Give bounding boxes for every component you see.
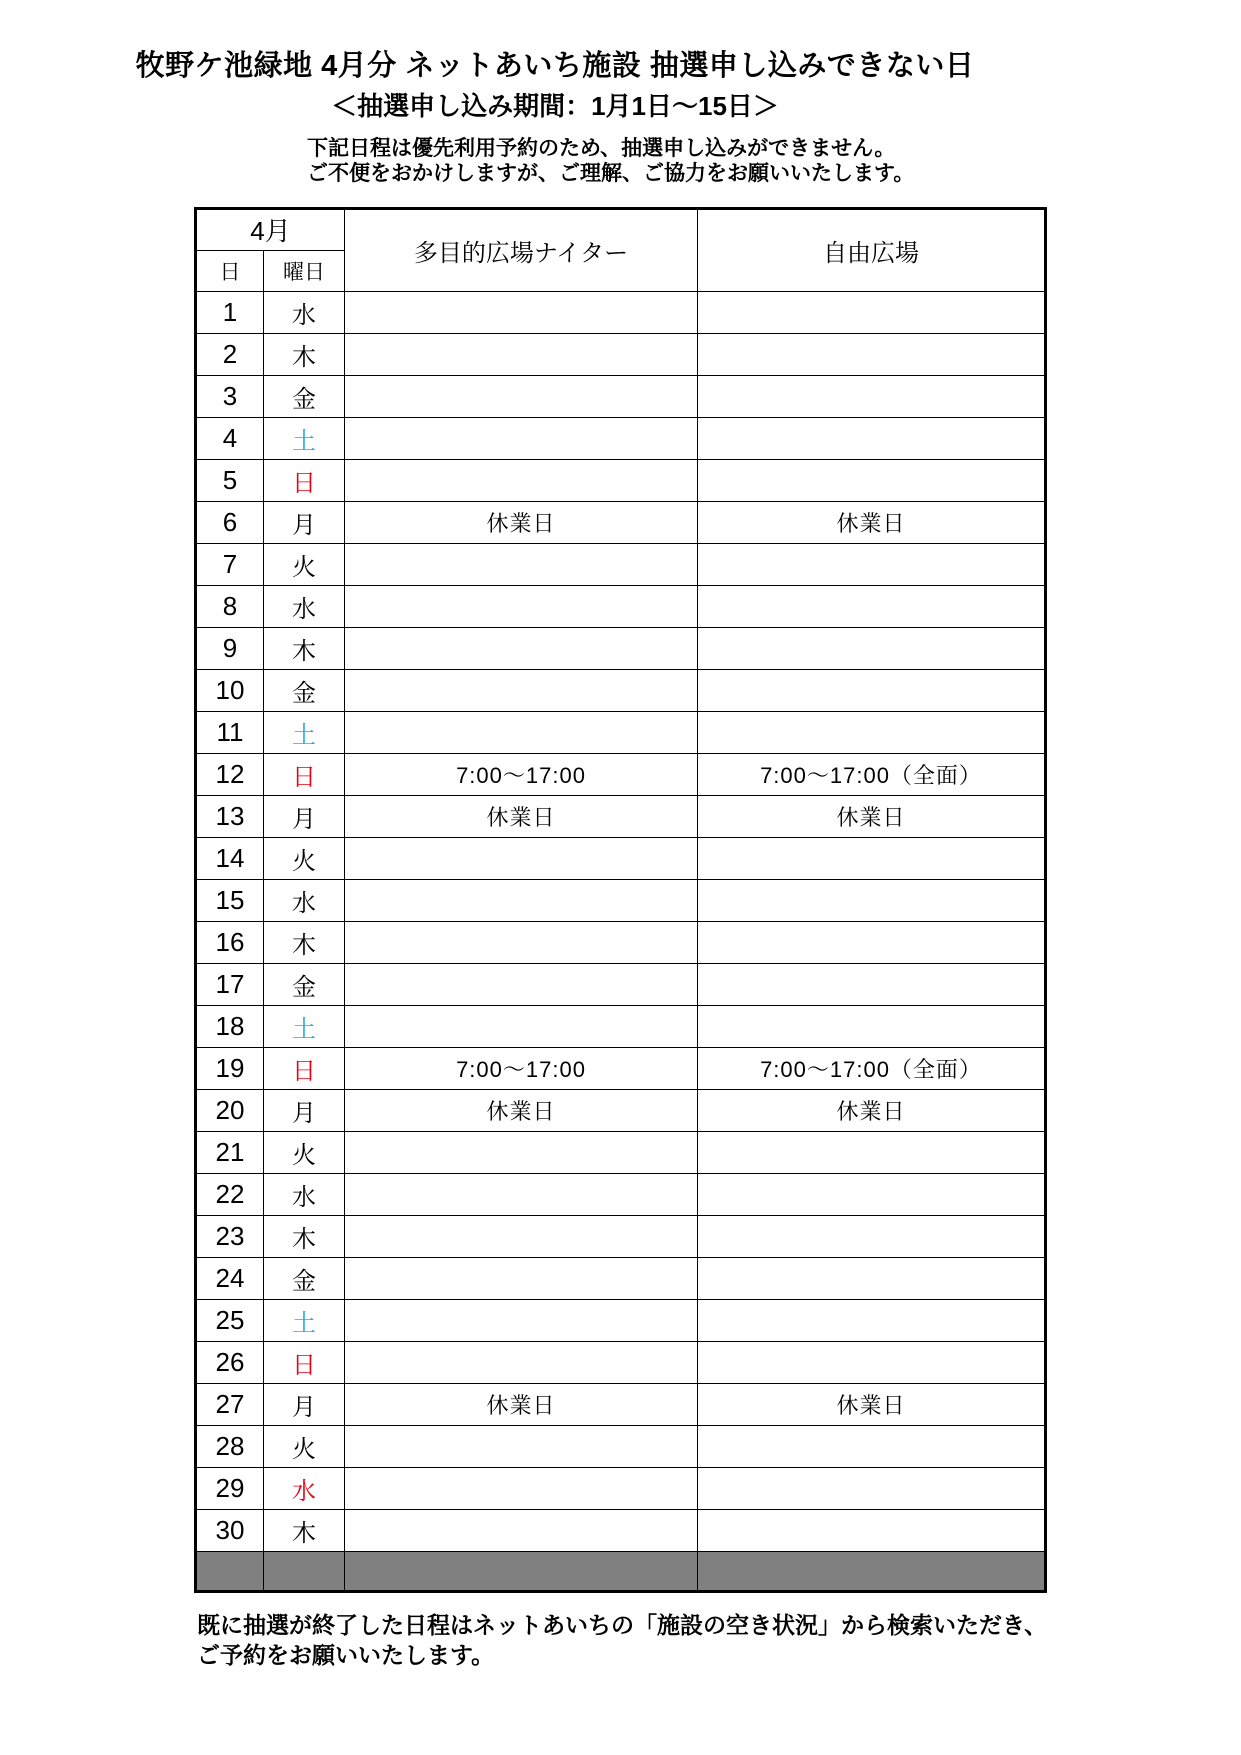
table-row	[196, 291, 1046, 333]
day-cell: 7	[196, 543, 264, 585]
dow-cell: 水	[264, 1173, 345, 1215]
nighter-cell	[345, 837, 698, 879]
schedule-table-header	[196, 208, 1046, 291]
plaza-cell	[698, 963, 1046, 1005]
table-row	[196, 1425, 1046, 1467]
plaza-cell	[698, 375, 1046, 417]
plaza-cell	[698, 1173, 1046, 1215]
table-row	[196, 1005, 1046, 1047]
nighter-cell: 7:00～17:00	[345, 753, 698, 795]
table-row	[196, 879, 1046, 921]
day-cell: 15	[196, 879, 264, 921]
plaza-cell	[698, 459, 1046, 501]
nighter-cell	[345, 1299, 698, 1341]
nighter-cell	[345, 1005, 698, 1047]
day-cell: 24	[196, 1257, 264, 1299]
dow-cell: 火	[264, 1131, 345, 1173]
table-row	[196, 711, 1046, 753]
plaza-cell	[698, 921, 1046, 963]
nighter-cell	[345, 627, 698, 669]
dow-cell: 火	[264, 837, 345, 879]
heading-block	[0, 0, 1110, 123]
page-subtitle: ＜抽選申し込み期間：1月1日～15日＞	[331, 91, 779, 122]
nighter-column-header: 多目的広場ナイター	[345, 208, 698, 291]
dow-cell: 土	[264, 1299, 345, 1341]
dow-cell: 月	[264, 795, 345, 837]
table-row	[196, 1509, 1046, 1551]
day-cell: 18	[196, 1005, 264, 1047]
day-cell: 19	[196, 1047, 264, 1089]
table-row	[196, 1257, 1046, 1299]
table-row	[196, 1299, 1046, 1341]
table-row	[196, 1173, 1046, 1215]
footer-line-2: ご予約をお願いいたします。	[197, 1641, 495, 1668]
day-cell: 2	[196, 333, 264, 375]
day-cell: 9	[196, 627, 264, 669]
plaza-cell	[698, 1299, 1046, 1341]
dow-cell: 木	[264, 921, 345, 963]
dow-cell: 木	[264, 1215, 345, 1257]
dow-cell: 金	[264, 1257, 345, 1299]
nighter-cell: 休業日	[345, 501, 698, 543]
day-cell: 8	[196, 585, 264, 627]
day-cell: 28	[196, 1425, 264, 1467]
dow-cell: 日	[264, 753, 345, 795]
nighter-cell	[345, 1341, 698, 1383]
day-cell: 11	[196, 711, 264, 753]
day-cell: 13	[196, 795, 264, 837]
table-row	[196, 1383, 1046, 1425]
plaza-cell: 休業日	[698, 1089, 1046, 1131]
day-cell: 1	[196, 291, 264, 333]
day-header: 日	[196, 250, 264, 291]
nighter-cell	[345, 1131, 698, 1173]
plaza-cell: 7:00～17:00（全面）	[698, 1047, 1046, 1089]
dow-cell: 土	[264, 1005, 345, 1047]
plaza-cell	[698, 1257, 1046, 1299]
gray-cell	[264, 1551, 345, 1591]
notice-line-1: 下記日程は優先利用予約のため、抽選申し込みができません。	[307, 137, 896, 161]
nighter-cell	[345, 543, 698, 585]
table-row	[196, 753, 1046, 795]
dow-cell: 土	[264, 417, 345, 459]
plaza-cell: 休業日	[698, 501, 1046, 543]
day-cell: 16	[196, 921, 264, 963]
dow-cell: 日	[264, 1341, 345, 1383]
table-row	[196, 837, 1046, 879]
table-row	[196, 795, 1046, 837]
nighter-cell	[345, 1173, 698, 1215]
nighter-cell	[345, 1215, 698, 1257]
nighter-cell	[345, 585, 698, 627]
dow-cell: 金	[264, 963, 345, 1005]
table-row	[196, 1467, 1046, 1509]
nighter-cell	[345, 921, 698, 963]
plaza-cell	[698, 1425, 1046, 1467]
nighter-cell	[345, 1467, 698, 1509]
nighter-cell	[345, 1509, 698, 1551]
dow-cell: 水	[264, 1467, 345, 1509]
plaza-cell	[698, 333, 1046, 375]
dow-cell: 水	[264, 291, 345, 333]
month-header: 4月	[196, 208, 345, 250]
plaza-cell: 休業日	[698, 1383, 1046, 1425]
footer-text	[197, 1611, 1241, 1671]
table-row	[196, 627, 1046, 669]
dow-cell: 水	[264, 585, 345, 627]
table-body	[196, 291, 1046, 1591]
table-row	[196, 585, 1046, 627]
table-row	[196, 1215, 1046, 1257]
dow-cell: 月	[264, 1383, 345, 1425]
day-cell: 14	[196, 837, 264, 879]
table-row	[196, 417, 1046, 459]
nighter-cell: 休業日	[345, 795, 698, 837]
nighter-cell: 休業日	[345, 1383, 698, 1425]
nighter-cell	[345, 711, 698, 753]
nighter-cell: 7:00～17:00	[345, 1047, 698, 1089]
day-cell: 26	[196, 1341, 264, 1383]
dow-cell: 日	[264, 459, 345, 501]
dow-cell: 金	[264, 669, 345, 711]
dow-cell: 月	[264, 1089, 345, 1131]
table-row	[196, 963, 1046, 1005]
plaza-cell	[698, 669, 1046, 711]
day-cell: 29	[196, 1467, 264, 1509]
nighter-cell	[345, 459, 698, 501]
dow-cell: 火	[264, 1425, 345, 1467]
plaza-cell	[698, 1215, 1046, 1257]
plaza-cell	[698, 417, 1046, 459]
dow-cell: 木	[264, 627, 345, 669]
table-row	[196, 921, 1046, 963]
plaza-cell	[698, 627, 1046, 669]
table-row	[196, 1131, 1046, 1173]
plaza-cell	[698, 1467, 1046, 1509]
day-cell: 23	[196, 1215, 264, 1257]
day-cell: 12	[196, 753, 264, 795]
day-cell: 6	[196, 501, 264, 543]
notice-line-2: ご不便をおかけしますが、ご理解、ご協力をお願いいたします。	[307, 162, 915, 186]
plaza-cell	[698, 543, 1046, 585]
table-row	[196, 333, 1046, 375]
dow-cell: 火	[264, 543, 345, 585]
dow-cell: 金	[264, 375, 345, 417]
gray-closed-row	[196, 1551, 1046, 1591]
dow-cell: 木	[264, 1509, 345, 1551]
dow-cell: 月	[264, 501, 345, 543]
gray-cell	[698, 1551, 1046, 1591]
day-cell: 3	[196, 375, 264, 417]
day-cell: 25	[196, 1299, 264, 1341]
dow-header: 曜日	[264, 250, 345, 291]
day-cell: 21	[196, 1131, 264, 1173]
plaza-cell	[698, 1005, 1046, 1047]
gray-cell	[345, 1551, 698, 1591]
plaza-cell	[698, 1509, 1046, 1551]
day-cell: 17	[196, 963, 264, 1005]
dow-cell: 土	[264, 711, 345, 753]
nighter-cell	[345, 375, 698, 417]
nighter-cell	[345, 417, 698, 459]
day-cell: 27	[196, 1383, 264, 1425]
plaza-cell	[698, 1131, 1046, 1173]
plaza-cell	[698, 879, 1046, 921]
table-row	[196, 669, 1046, 711]
gray-cell	[196, 1551, 264, 1591]
dow-cell: 日	[264, 1047, 345, 1089]
dow-cell: 木	[264, 333, 345, 375]
day-cell: 22	[196, 1173, 264, 1215]
page-title: 牧野ケ池緑地 4月分 ネットあいち施設 抽選申し込みできない日	[135, 50, 975, 82]
dow-cell: 水	[264, 879, 345, 921]
notice-text	[307, 137, 1241, 187]
table-row	[196, 459, 1046, 501]
plaza-cell	[698, 1341, 1046, 1383]
nighter-cell	[345, 291, 698, 333]
nighter-cell	[345, 333, 698, 375]
nighter-cell	[345, 1425, 698, 1467]
day-cell: 10	[196, 669, 264, 711]
table-row	[196, 375, 1046, 417]
nighter-cell	[345, 879, 698, 921]
day-cell: 4	[196, 417, 264, 459]
plaza-cell	[698, 837, 1046, 879]
table-row	[196, 543, 1046, 585]
day-cell: 30	[196, 1509, 264, 1551]
footer-line-1: 既に抽選が終了した日程はネットあいちの「施設の空き状況」から検索いただき、	[197, 1611, 1048, 1638]
schedule-table	[194, 207, 1047, 1593]
table-row	[196, 1089, 1046, 1131]
plaza-cell: 休業日	[698, 795, 1046, 837]
plaza-cell	[698, 291, 1046, 333]
plaza-cell	[698, 585, 1046, 627]
day-cell: 5	[196, 459, 264, 501]
plaza-column-header: 自由広場	[698, 208, 1046, 291]
nighter-cell: 休業日	[345, 1089, 698, 1131]
table-row	[196, 1047, 1046, 1089]
nighter-cell	[345, 669, 698, 711]
table-row	[196, 1341, 1046, 1383]
plaza-cell: 7:00～17:00（全面）	[698, 753, 1046, 795]
nighter-cell	[345, 1257, 698, 1299]
day-cell: 20	[196, 1089, 264, 1131]
plaza-cell	[698, 711, 1046, 753]
table-row	[196, 501, 1046, 543]
nighter-cell	[345, 963, 698, 1005]
